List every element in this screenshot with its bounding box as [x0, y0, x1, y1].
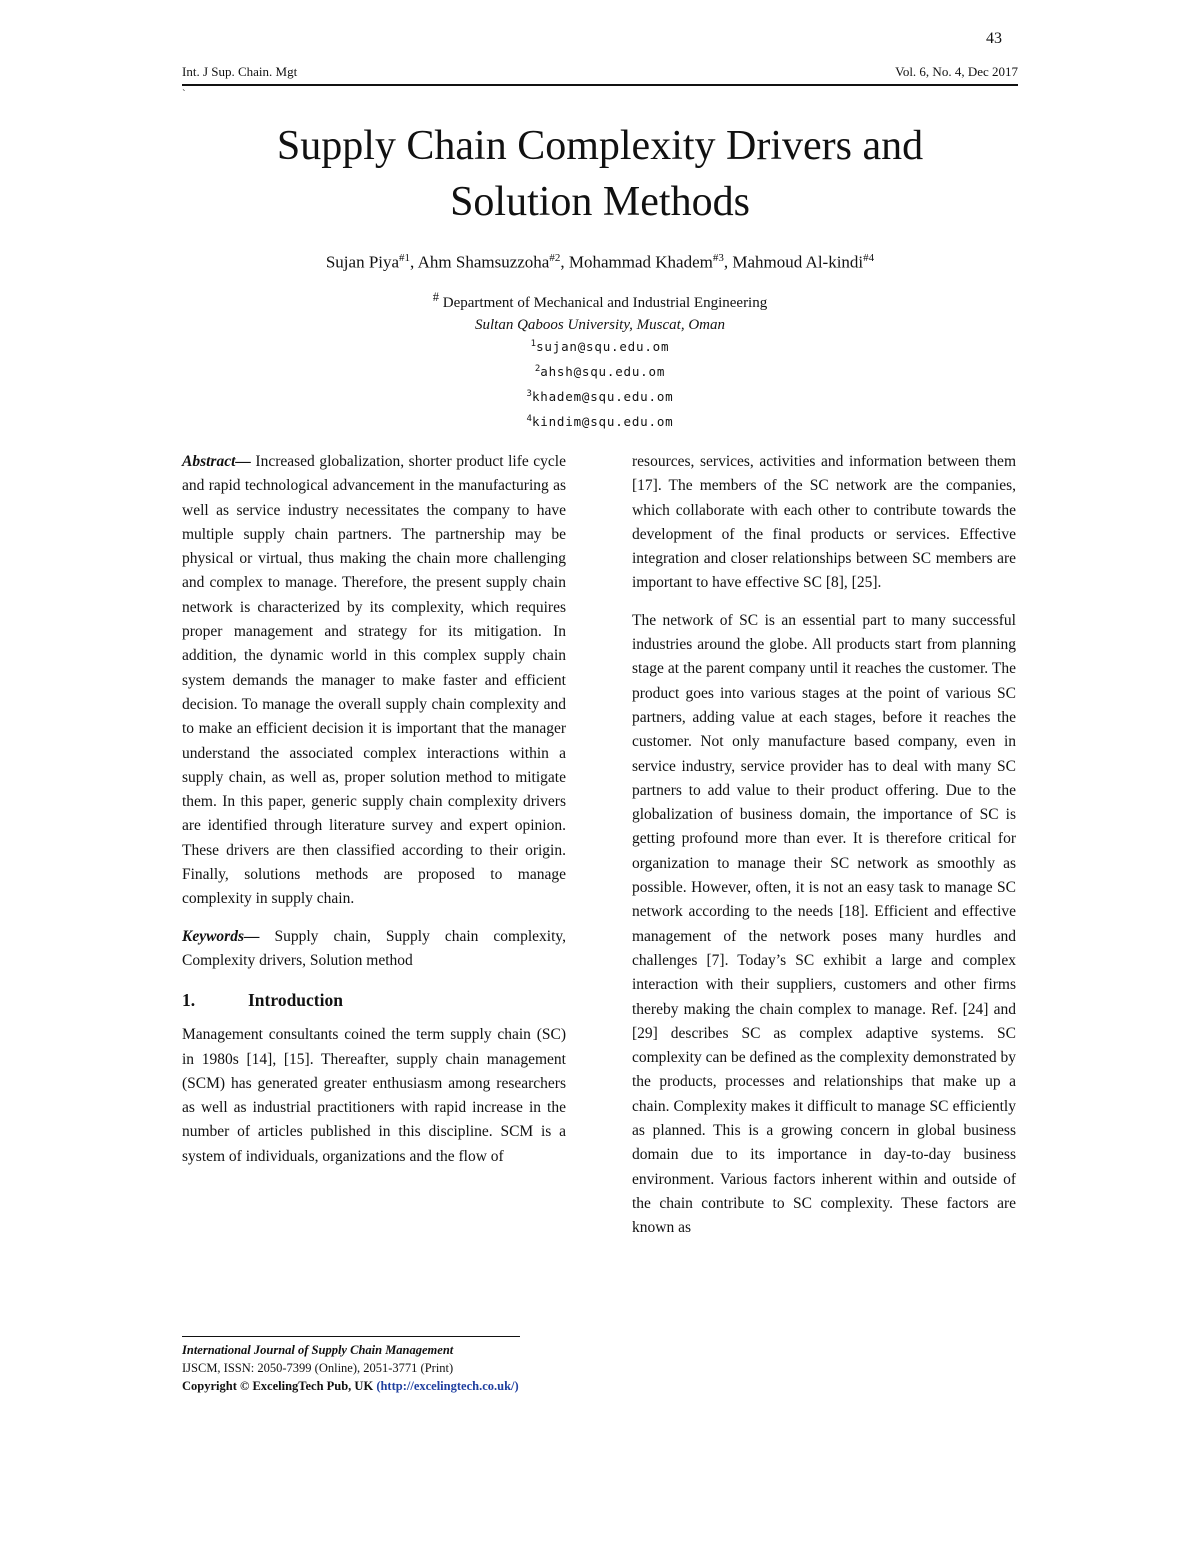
footnote-journal: International Journal of Supply Chain Management [182, 1343, 454, 1357]
abstract-text: Increased globalization, shorter product life cycle and rapid technological advancement in the manufacturing as well as service industry necessitates the company to have multiple supply chain partners. The partnership may be physical or virtual, thus making the chain more challenging and complex to manage. Therefore, the present supply chain network is characterized by its complexity, which requires proper management and strategy for its mitigation. In addition, the dynamic world in this complex supply chain system demands the manager to make faster and efficient decision. To manage the overall supply chain complexity and to make an efficient decision it is important that the manager understand the associated complex interactions within a supply chain, as well as, proper solution method to mitigate them. In this paper, generic supply chain complexity drivers are identified through literature survey and expert opinion. These drivers are then classified according to their origin. Finally, solutions methods are proposed to manage complexity in supply chain. [182, 453, 566, 908]
affiliation [182, 286, 1018, 336]
author-mark: #1 [399, 252, 411, 264]
stray-tick-mark: ` [182, 88, 186, 100]
affiliation-mark: # [432, 290, 440, 304]
header-rule [182, 84, 1018, 86]
intro-paragraph: Management consultants coined the term supply chain (SC) in 1980s [14], [15]. Thereafter, supply chain management (SCM) has generated greater enthusiasm among researchers as well as industrial practitioners with rapid increase in the number of articles published in this discipline. SCM is a system of individuals, organizations and the flow of [182, 1026, 566, 1165]
email-address[interactable]: ahsh@squ.edu.om [540, 364, 666, 380]
author-name: Sujan Piya [325, 252, 400, 272]
university: Sultan Qaboos University, Muscat, Oman [475, 317, 725, 333]
publisher-link[interactable]: (http://excelingtech.co.uk/) [376, 1379, 519, 1393]
journal-abbrev: Int. J Sup. Chain. Mgt [182, 64, 298, 79]
author-list: Sujan Piya$^{\#1}$, Ahm Shamsuzzoha$^{\#2}$, Mohammad Khadem$^{\#3}$, Mahmoud Al-kindi$^{\#4}$ [325, 252, 875, 272]
body-paragraph: resources, services, activities and information between them [17]. The members of the SC network are the companies, which collaborate with each other to contribute towards the development of the final products or services. Effective integration and closer relationships between SC members are important to have effective SC [8], [25]. [632, 453, 1016, 592]
author-mark: #2 [549, 252, 561, 264]
email-address[interactable]: khadem@squ.edu.om [531, 389, 674, 405]
title-line-2: Solution Methods [450, 179, 750, 225]
department: # Department of Mechanical and Industrial Engineering [432, 290, 768, 311]
keywords-label: Keywords— [182, 927, 260, 945]
keywords-text: Supply chain, Supply chain complexity, Complexity drivers, Solution method [182, 927, 566, 969]
footnote [182, 1336, 582, 1395]
email-address[interactable]: sujan@squ.edu.om [536, 339, 670, 355]
author-name: Ahm Shamsuzzoha [417, 252, 550, 272]
title-line-1: Supply Chain Complexity Drivers and [276, 123, 924, 169]
abstract [182, 450, 566, 912]
footnote-rule [182, 1336, 520, 1337]
author-name: Mohammad Khadem [568, 252, 713, 272]
email-address[interactable]: kindim@squ.edu.om [531, 414, 674, 430]
left-column [182, 450, 566, 1169]
author-name: Mahmoud Al-kindi [732, 252, 864, 272]
section-title: Introduction [248, 990, 343, 1011]
section-number: 1. [182, 990, 196, 1011]
email-line: $^1$sujan@squ.edu.om [530, 339, 670, 355]
author-mark: #4 [863, 252, 875, 264]
footnote-issn: IJSCM, ISSN: 2050-7399 (Online), 2051-3771 (Print) [182, 1361, 454, 1375]
section-heading-introduction [182, 987, 566, 1013]
page-number: 43 [986, 30, 1002, 47]
email-list [182, 333, 1018, 434]
keywords [182, 925, 566, 974]
running-header [182, 64, 1018, 84]
volume-info: Vol. 6, No. 4, Dec 2017 [895, 64, 1018, 79]
footnote-copyright: Copyright © ExcelingTech Pub, UK (http://excelingtech.co.uk/) [182, 1379, 519, 1393]
body-paragraph: The network of SC is an essential part to many successful industries around the globe. All products start from planning stage at the parent company until it reaches the customer. The product goes into various stages at the point of various SC partners, adding value at each stages, before it reaches the customer. Not only manufacture based company, even in service industry, service provider has to deal with many SC partners to add value to their product offering. Due to the globalization of business domain, the importance of SC is getting profound more than ever. It is therefore critical for organization to manage their SC network as smoothly as possible. However, often, it is not an easy task to manage SC network according to the needs [18]. Efficient and effective management of the network poses many hurdles and challenges [7]. Today’s SC exhibit a large and complex interaction with their suppliers, customers and other firms thereby making the chain complex to manage. Ref. [24] and [29] describes SC as complex adaptive systems. SC complexity can be defined as the complexity demonstrated by the products, processes and relationships that make up a chain. Complexity makes it difficult to manage SC efficiently as planned. This is a growing concern in global business domain due to its importance in day-to-day business environment. Various factors inherent within and outside of the chain contribute to SC complexity. These factors are known as [632, 611, 1016, 1237]
right-column [632, 450, 1016, 1241]
abstract-label: Abstract— [182, 453, 251, 470]
email-line: $^4$kindim@squ.edu.om [526, 414, 674, 430]
author-mark: #3 [712, 252, 724, 264]
email-line: $^2$ahsh@squ.edu.om [534, 364, 666, 380]
paper-title [182, 118, 1018, 230]
email-line: $^3$khadem@squ.edu.om [526, 389, 674, 405]
